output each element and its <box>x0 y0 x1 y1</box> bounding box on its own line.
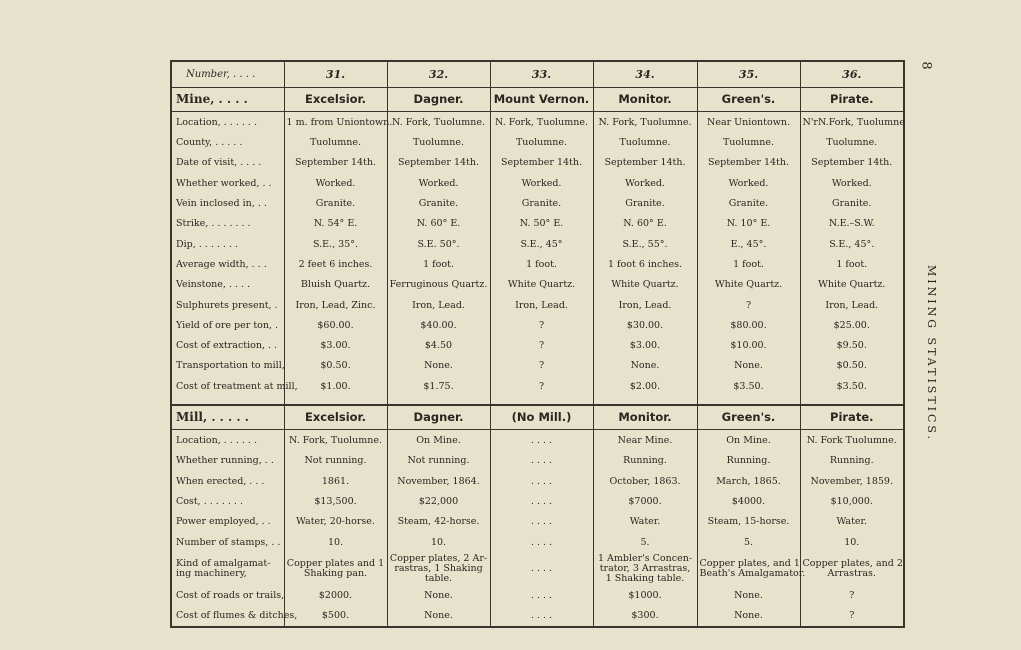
table-cell: November, 1864. <box>387 471 490 491</box>
row-label: Mine, . . . . <box>171 88 284 112</box>
table-cell: $3.50. <box>800 376 904 396</box>
table-cell: October, 1863. <box>593 471 697 491</box>
table-cell: ? <box>490 335 593 355</box>
table-cell: September 14th. <box>800 153 904 173</box>
table-cell: S.E. 50°. <box>387 234 490 254</box>
table-cell: Tuolumne. <box>387 132 490 152</box>
table-cell: Tuolumne. <box>490 132 593 152</box>
table-cell: Monitor. <box>593 405 697 430</box>
table-row <box>171 193 904 213</box>
table-cell: 10. <box>387 532 490 552</box>
table-cell: $25.00. <box>800 315 904 335</box>
table-cell: $40.00. <box>387 315 490 335</box>
table-cell: Running. <box>593 451 697 471</box>
table-cell: None. <box>387 356 490 376</box>
table-cell: Not running. <box>284 451 387 471</box>
table-cell: $13,500. <box>284 491 387 511</box>
table-cell: Granite. <box>387 193 490 213</box>
table-row <box>171 315 904 335</box>
table-cell: White Quartz. <box>593 275 697 295</box>
table-cell: S.E., 45° <box>490 234 593 254</box>
table-cell: . . . . <box>490 585 593 605</box>
table-cell: . . . . <box>490 491 593 511</box>
table-cell: Copper plates, 2 Ar- rastras, 1 Shaking table. <box>387 552 490 585</box>
table-cell: Copper plates, and 2 Arrastras. <box>800 552 904 585</box>
table-cell: $2.00. <box>593 376 697 396</box>
table-cell: $60.00. <box>284 315 387 335</box>
table-cell: Worked. <box>387 173 490 193</box>
row-label: Kind of amalgamat- ing machinery, <box>176 557 271 579</box>
row-label: County, . . . . . <box>176 137 243 148</box>
table-row <box>171 335 904 355</box>
table-cell: Near Uniontown. <box>697 112 800 133</box>
table-cell: Iron, Lead. <box>800 295 904 315</box>
divider-cell <box>284 396 387 405</box>
table-cell: Granite. <box>490 193 593 213</box>
table-row <box>171 532 904 552</box>
row-label: Average width, . . . <box>176 258 267 270</box>
table-cell: N'rN.Fork, Tuolumne <box>800 112 904 133</box>
table-cell: $0.50. <box>800 356 904 376</box>
table-cell: $22,000 <box>387 491 490 511</box>
row-label: Sulphurets present, . <box>176 299 278 311</box>
divider-cell <box>490 396 593 405</box>
table-cell: (No Mill.) <box>490 405 593 430</box>
row-label: Yield of ore per ton, . <box>176 319 279 331</box>
table-cell: On Mine. <box>387 430 490 451</box>
table-cell: $3.00. <box>284 335 387 355</box>
row-label: Whether running, . . <box>176 455 274 467</box>
row-label: Cost of roads or trails, <box>176 589 285 601</box>
mill-header-row <box>171 405 904 430</box>
table-cell: Near Mine. <box>593 430 697 451</box>
table-cell: 10. <box>800 532 904 552</box>
page-number: 8 <box>918 61 934 70</box>
table-cell: Excelsior. <box>284 88 387 112</box>
table-cell: Water. <box>593 512 697 532</box>
table-cell: None. <box>697 356 800 376</box>
table-cell: 2 feet 6 inches. <box>284 254 387 274</box>
table-cell: $4000. <box>697 491 800 511</box>
table-cell: N. Fork, Tuolumne. <box>284 430 387 451</box>
row-label: Location, . . . . . . <box>176 435 257 447</box>
table-cell: ? <box>490 356 593 376</box>
table-cell: Iron, Lead, Zinc. <box>284 295 387 315</box>
row-label: Cost, . . . . . . . <box>176 496 243 508</box>
table-cell: Running. <box>800 451 904 471</box>
table-cell: Dagner. <box>387 405 490 430</box>
table-cell: 1 m. from Uniontown. <box>284 112 387 133</box>
table-cell: N. 54° E. <box>284 214 387 234</box>
table-cell: E., 45°. <box>697 234 800 254</box>
table-cell: September 14th. <box>387 153 490 173</box>
table-cell: March, 1865. <box>697 471 800 491</box>
table-cell: N. 10° E. <box>697 214 800 234</box>
table-cell: 36. <box>800 61 904 88</box>
side-title: MINING STATISTICS. <box>925 265 938 443</box>
table-cell: Iron, Lead. <box>387 295 490 315</box>
table-cell: Monitor. <box>593 88 697 112</box>
table-cell: Water. <box>800 512 904 532</box>
table-row <box>171 491 904 511</box>
divider-cell <box>697 396 800 405</box>
table-cell: . . . . <box>490 430 593 451</box>
table-cell: Iron, Lead. <box>593 295 697 315</box>
table-cell: Green's. <box>697 88 800 112</box>
table-cell: $80.00. <box>697 315 800 335</box>
row-label: Cost of extraction, . . <box>176 340 278 352</box>
row-label: Power employed, . . <box>176 516 271 528</box>
table-row <box>171 112 904 133</box>
table-cell: Steam, 42-horse. <box>387 512 490 532</box>
table-cell: None. <box>697 585 800 605</box>
table-cell: $9.50. <box>800 335 904 355</box>
section-divider <box>171 396 904 405</box>
table-cell: ? <box>800 606 904 627</box>
table-row <box>171 376 904 396</box>
table-cell: 1 foot. <box>387 254 490 274</box>
table-cell: Running. <box>697 451 800 471</box>
table-cell: 1 foot. <box>800 254 904 274</box>
table-cell: $500. <box>284 606 387 627</box>
table-cell: Worked. <box>800 173 904 193</box>
table-cell: November, 1859. <box>800 471 904 491</box>
table-cell: 1 Ambler's Concen- trator, 3 Arrastras, 1 Shaking table. <box>593 552 697 585</box>
table-cell: N. Fork, Tuolumne. <box>593 112 697 133</box>
table-cell: 5. <box>593 532 697 552</box>
table-cell: September 14th. <box>284 153 387 173</box>
table-cell: ? <box>800 585 904 605</box>
table-cell: 1 foot. <box>490 254 593 274</box>
divider-cell <box>593 396 697 405</box>
row-label: Dip, . . . . . . . <box>176 238 239 250</box>
table-cell: S.E., 45°. <box>800 234 904 254</box>
table-cell: Bluish Quartz. <box>284 275 387 295</box>
table-cell: Dagner. <box>387 88 490 112</box>
table-cell: September 14th. <box>593 153 697 173</box>
table-cell: $1.75. <box>387 376 490 396</box>
table-cell: Copper plates, and 1 Beath's Amalgamator. <box>697 552 800 585</box>
table-cell: On Mine. <box>697 430 800 451</box>
table-row <box>171 234 904 254</box>
table-cell: $7000. <box>593 491 697 511</box>
table-row <box>171 585 904 605</box>
table-cell: . . . . <box>490 471 593 491</box>
table-cell: . . . . <box>490 451 593 471</box>
table-cell: $1.00. <box>284 376 387 396</box>
table-cell: Tuolumne. <box>284 132 387 152</box>
table-cell: 1 foot 6 inches. <box>593 254 697 274</box>
row-label: Cost of treatment at mill, <box>176 380 298 392</box>
table-cell: None. <box>387 585 490 605</box>
table-cell: 31. <box>284 61 387 88</box>
table-cell: Granite. <box>697 193 800 213</box>
table-cell: Ferruginous Quartz. <box>387 275 490 295</box>
table-cell: $4.50 <box>387 335 490 355</box>
table-cell: 10. <box>284 532 387 552</box>
table-cell: White Quartz. <box>697 275 800 295</box>
table-cell: Steam, 15-horse. <box>697 512 800 532</box>
table-cell: September 14th. <box>490 153 593 173</box>
table-cell: Tuolumne. <box>697 132 800 152</box>
table-cell: Copper plates and 1 Shaking pan. <box>284 552 387 585</box>
row-label: Mill, . . . . . <box>171 405 284 430</box>
table-row <box>171 275 904 295</box>
table-cell: 1 foot. <box>697 254 800 274</box>
divider-cell <box>171 396 284 405</box>
table-cell: $0.50. <box>284 356 387 376</box>
table-cell: 1861. <box>284 471 387 491</box>
table-cell: Water, 20-horse. <box>284 512 387 532</box>
table-cell: $3.50. <box>697 376 800 396</box>
table-cell: Worked. <box>593 173 697 193</box>
table-cell: 35. <box>697 61 800 88</box>
table-cell: S.E., 55°. <box>593 234 697 254</box>
row-label: Transportation to mill, <box>176 360 285 372</box>
table-cell: . . . . <box>490 552 593 585</box>
table-row <box>171 430 904 451</box>
table-cell: S.E., 35°. <box>284 234 387 254</box>
row-label: Strike, . . . . . . . <box>176 218 251 230</box>
table-cell: ? <box>490 315 593 335</box>
table-cell: N. 50° E. <box>490 214 593 234</box>
row-label: Vein inclosed in, . . <box>176 197 267 209</box>
table-row <box>171 471 904 491</box>
table-cell: 33. <box>490 61 593 88</box>
table-cell: 32. <box>387 61 490 88</box>
table-row <box>171 606 904 627</box>
table-cell: ? <box>697 295 800 315</box>
table-cell: N. 60° E. <box>593 214 697 234</box>
row-label: Whether worked, . . <box>176 177 272 189</box>
table-cell: $300. <box>593 606 697 627</box>
table-cell: Pirate. <box>800 405 904 430</box>
table-cell: N.E.–S.W. <box>800 214 904 234</box>
table-row <box>171 153 904 173</box>
table-cell: September 14th. <box>697 153 800 173</box>
table-cell: . . . . <box>490 532 593 552</box>
row-label: Number, . . . . <box>171 61 284 88</box>
row-label: Number of stamps, . . <box>176 536 281 548</box>
table-cell: N. Fork, Tuolumne. <box>490 112 593 133</box>
table-cell: Pirate. <box>800 88 904 112</box>
table-cell: $3.00. <box>593 335 697 355</box>
mining-statistics-table <box>170 60 905 628</box>
table-cell: Green's. <box>697 405 800 430</box>
table-cell: . . . . <box>490 606 593 627</box>
table-cell: Granite. <box>593 193 697 213</box>
row-label: Veinstone, . . . . <box>176 279 251 291</box>
table-cell: . . . . <box>490 512 593 532</box>
table-cell: Worked. <box>697 173 800 193</box>
table-cell: 5. <box>697 532 800 552</box>
table-cell: White Quartz. <box>490 275 593 295</box>
table-cell: None. <box>387 606 490 627</box>
table-row <box>171 512 904 532</box>
table-cell: Worked. <box>284 173 387 193</box>
table-cell: N. Fork, Tuolumne. <box>387 112 490 133</box>
table-cell: Mount Vernon. <box>490 88 593 112</box>
table-cell: $30.00. <box>593 315 697 335</box>
divider-cell <box>387 396 490 405</box>
table-cell: $1000. <box>593 585 697 605</box>
table-cell: Tuolumne. <box>593 132 697 152</box>
row-label: Date of visit, . . . . <box>176 157 262 169</box>
table-cell: $2000. <box>284 585 387 605</box>
table-row <box>171 214 904 234</box>
table-cell: White Quartz. <box>800 275 904 295</box>
table-cell: N. Fork Tuolumne. <box>800 430 904 451</box>
table-cell: None. <box>593 356 697 376</box>
table-row <box>171 552 904 585</box>
divider-cell <box>800 396 904 405</box>
table-cell: Granite. <box>800 193 904 213</box>
table-row <box>171 254 904 274</box>
table-cell: 34. <box>593 61 697 88</box>
table-cell: Granite. <box>284 193 387 213</box>
table-cell: ? <box>490 376 593 396</box>
table-cell: $10,000. <box>800 491 904 511</box>
table-cell: Tuolumne. <box>800 132 904 152</box>
table-cell: Excelsior. <box>284 405 387 430</box>
table-cell: None. <box>697 606 800 627</box>
table-cell: Iron, Lead. <box>490 295 593 315</box>
row-label: When erected, . . . <box>176 475 265 487</box>
mine-header-row <box>171 88 904 112</box>
table-cell: Not running. <box>387 451 490 471</box>
table-cell: Worked. <box>490 173 593 193</box>
row-label: Cost of flumes & ditches, <box>176 610 298 622</box>
number-row <box>171 61 904 88</box>
table-row <box>171 132 904 152</box>
table-cell: N. 60° E. <box>387 214 490 234</box>
table-row <box>171 295 904 315</box>
table-row <box>171 356 904 376</box>
table-row <box>171 173 904 193</box>
table-cell: $10.00. <box>697 335 800 355</box>
table-row <box>171 451 904 471</box>
row-label: Location, . . . . . . <box>176 116 257 128</box>
